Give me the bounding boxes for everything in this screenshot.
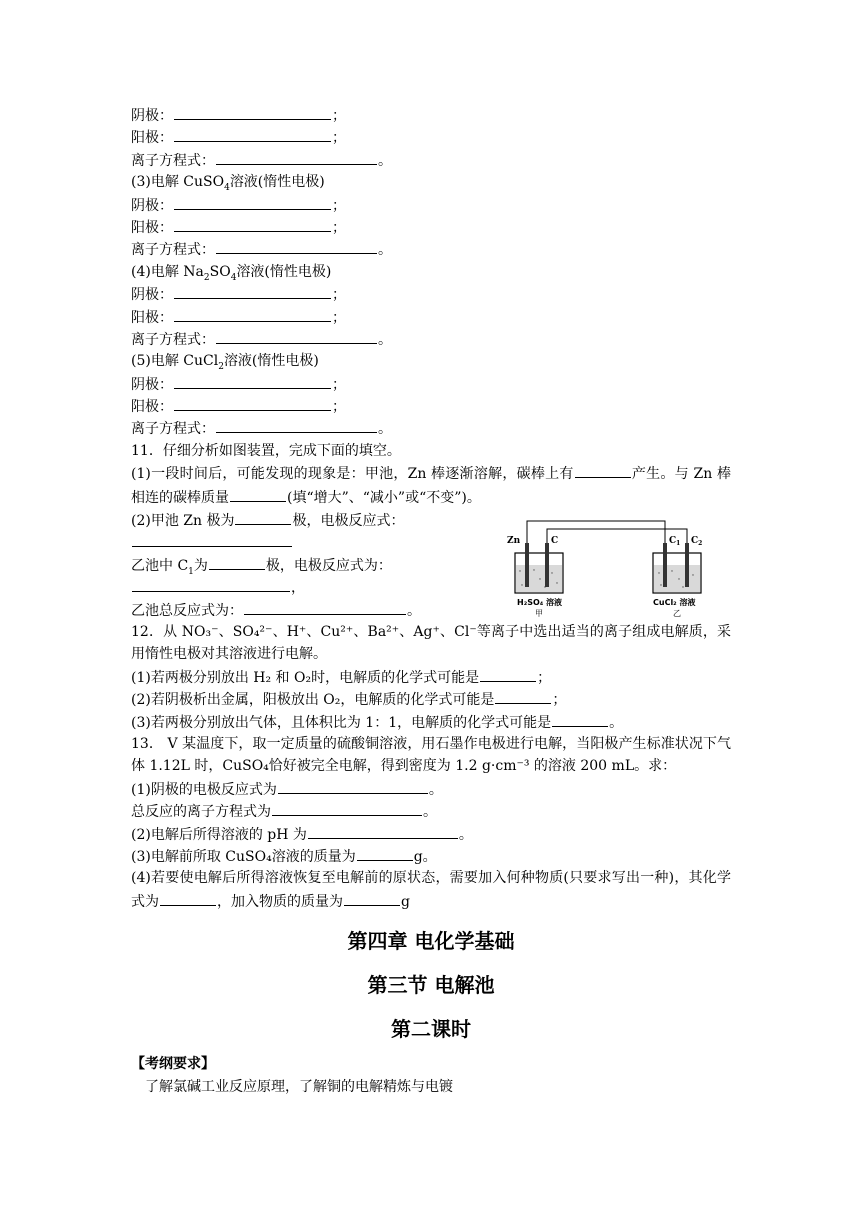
answer-blank[interactable] (272, 800, 422, 816)
cathode-label: 阴极： (131, 376, 173, 393)
c1-label: $C_1$ (669, 536, 681, 548)
text: 产生。与 Zn 棒相连的碳棒质量 (131, 466, 731, 506)
punct: ； (332, 287, 346, 304)
q11-part3-blank (131, 576, 491, 598)
q11-figure-block (131, 509, 731, 621)
answer-blank[interactable] (216, 149, 377, 165)
q3-ionic (131, 238, 731, 260)
q13-part4 (131, 867, 731, 913)
punct: ， (291, 580, 305, 597)
answer-blank[interactable] (552, 711, 608, 727)
text: 总反应的离子方程式为 (131, 804, 271, 821)
text: (2)电解后所得溶液的 pH 为 (131, 826, 307, 843)
formula-part: SO (209, 263, 231, 280)
punct: 。 (428, 781, 443, 798)
subscript: 2 (203, 272, 210, 283)
q4-title-rest: 溶液(惰性电极) (236, 263, 332, 280)
left-solution-label: H₂SO₄ 溶液 (517, 598, 563, 608)
lesson-heading: 第二课时 (391, 1017, 471, 1042)
text: (3)电解前所取 CuSO₄溶液的质量为 (131, 848, 356, 865)
subscript: 4 (230, 272, 237, 283)
answer-blank[interactable] (174, 283, 331, 299)
punct: ； (537, 669, 552, 686)
answer-blank[interactable] (216, 417, 377, 433)
subscript: 2 (218, 362, 224, 373)
answer-blank[interactable] (174, 373, 331, 389)
q11-part1 (131, 462, 731, 509)
anode-label: 阳极： (131, 130, 173, 147)
syllabus-text: 了解氯碱工业反应原理，了解铜的电解精炼与电镀 (145, 1078, 453, 1095)
q5-ionic (131, 417, 731, 439)
ionic-equation-line (131, 149, 731, 171)
q12-part2 (131, 688, 731, 710)
text: 乙池中 C (131, 557, 189, 574)
q5-title (131, 350, 731, 372)
subscript: 1 (188, 566, 194, 577)
punct: 。 (378, 242, 392, 259)
q11-intro: 11．仔细分析如图装置，完成下面的填空。 (131, 442, 401, 459)
q5-cathode (131, 373, 731, 395)
right-cell-name: 乙 (673, 609, 681, 619)
q13-part1-total (131, 800, 731, 822)
carbon-rod (545, 543, 549, 587)
text: (4)若要使电解后所得溶液恢复至电解前的原状态，需要加入何种物质(只要求写出一种)，其化学式为 (131, 870, 731, 910)
cathode-label: 阴极： (131, 197, 173, 214)
answer-blank[interactable] (174, 306, 331, 322)
anode-label: 阳极： (131, 309, 173, 326)
q4-ionic (131, 328, 731, 350)
text: ，加入物质的质量为 (217, 893, 343, 910)
zn-label: Zn (507, 536, 521, 547)
ionic-label: 离子方程式： (131, 152, 215, 169)
punct: ； (332, 197, 346, 214)
subscript: 4 (224, 182, 230, 193)
text: (3)若两极分别放出气体，且体积比为 1：1，电解质的化学式可能是 (131, 714, 552, 731)
text: (填“增大”、“减小”或“不变”)。 (287, 489, 481, 506)
cathode-line (131, 104, 731, 126)
q13-part3 (131, 845, 731, 867)
section-heading: 第三节 电解池 (367, 973, 495, 998)
answer-blank[interactable] (132, 531, 292, 547)
punct: ； (552, 692, 567, 709)
answer-blank[interactable] (160, 890, 216, 906)
punct: ； (332, 130, 346, 147)
syllabus-label: 【考纲要求】 (131, 1056, 215, 1073)
q3-title-text: (3)电解 CuSO (131, 174, 225, 191)
answer-blank[interactable] (575, 462, 631, 478)
ionic-label: 离子方程式： (131, 242, 215, 259)
text: (1)阴极的电极反应式为 (131, 781, 277, 798)
answer-blank[interactable] (209, 554, 265, 570)
answer-blank[interactable] (174, 194, 331, 210)
answer-blank[interactable] (174, 216, 331, 232)
punct: 。 (407, 602, 421, 619)
c2-label: $C_2$ (691, 536, 703, 548)
answer-blank[interactable] (174, 126, 331, 142)
answer-blank[interactable] (174, 395, 331, 411)
answer-blank[interactable] (174, 104, 331, 120)
punct: ； (332, 399, 346, 416)
text: (1)若两极分别放出 H₂ 和 O₂时，电解质的化学式可能是 (131, 669, 480, 686)
q3-cathode (131, 194, 731, 216)
text: (1)一段时间后，可能发现的现象是：甲池，Zn 棒逐渐溶解，碳棒上有 (131, 466, 574, 483)
q11-part4 (131, 599, 491, 621)
q13-part1 (131, 778, 731, 800)
answer-blank[interactable] (495, 688, 551, 704)
text: 极，电极反应式： (292, 513, 405, 530)
q5-anode (131, 395, 731, 417)
ionic-label: 离子方程式： (131, 331, 215, 348)
q3-title-rest: 溶液(惰性电极) (229, 174, 325, 191)
punct: 。 (378, 331, 392, 348)
q3-anode (131, 216, 731, 238)
punct: ； (332, 219, 346, 236)
cathode-label: 阴极： (131, 108, 173, 124)
right-solution-label: CuCl₂ 溶液 (653, 598, 696, 608)
punct: 。 (423, 804, 437, 821)
electrolysis-apparatus-diagram (507, 513, 733, 619)
punct: 。 (609, 714, 624, 731)
answer-blank[interactable] (132, 576, 290, 592)
text: (2)甲池 Zn 极为 (131, 513, 235, 530)
anode-label: 阳极： (131, 219, 173, 236)
c2-rod (685, 543, 689, 587)
answer-blank[interactable] (480, 666, 536, 682)
q11-part3 (131, 554, 491, 576)
punct: g。 (413, 848, 437, 865)
punct: ； (332, 108, 346, 124)
answer-blank[interactable] (278, 778, 428, 794)
answer-blank[interactable] (235, 509, 291, 525)
chapter-heading: 第四章 电化学基础 (347, 929, 515, 954)
c1-rod (663, 543, 667, 587)
q4-cathode (131, 283, 731, 305)
q11-part2 (131, 509, 491, 531)
answer-blank[interactable] (344, 890, 400, 906)
text: 极，电极反应式为： (265, 557, 392, 574)
punct: 。 (378, 421, 392, 438)
q3-title (131, 171, 731, 193)
q13-part2 (131, 823, 731, 845)
zn-rod (525, 543, 529, 587)
anode-line (131, 126, 731, 148)
q11-part2-blank (131, 531, 491, 553)
answer-blank[interactable] (216, 328, 377, 344)
worksheet-content (131, 104, 731, 1098)
punct: 。 (458, 826, 473, 843)
q5-title-rest: 溶液(惰性电极) (223, 353, 319, 370)
q12-intro: 12．从 NO₃⁻、SO₄²⁻、H⁺、Cu²⁺、Ba²⁺、Ag⁺、Cl⁻等离子中选出适当的离子组成电解质，采用惰性电极对其溶液进行电解。 (131, 624, 731, 663)
punct: ； (332, 376, 346, 393)
punct: 。 (378, 152, 392, 169)
q12-part1 (131, 666, 731, 688)
answer-blank[interactable] (308, 823, 458, 839)
answer-blank[interactable] (357, 845, 413, 861)
q5-title-text: (5)电解 CuCl (131, 353, 219, 370)
text: 为 (193, 557, 208, 574)
text: g (401, 893, 410, 910)
q13-intro: 13． V 某温度下，取一定质量的硫酸铜溶液，用石墨作电极进行电解，当阳极产生标准状况下气体 1.12L 时，CuSO₄恰好被完全电解，得到密度为 1.2 g·cm⁻³ 的溶液 200 mL。求： (131, 736, 731, 775)
answer-blank[interactable] (244, 599, 406, 615)
anode-label: 阳极： (131, 399, 173, 416)
answer-blank[interactable] (216, 238, 377, 254)
q11-left-text (131, 509, 491, 621)
q4-title (131, 261, 731, 283)
text: (2)若阴极析出金属，阳极放出 O₂，电解质的化学式可能是 (131, 692, 495, 709)
left-cell-name: 甲 (535, 609, 543, 619)
answer-blank[interactable] (230, 486, 286, 502)
punct: ； (332, 309, 346, 326)
text: 乙池总反应式为： (131, 602, 243, 619)
cathode-label: 阴极： (131, 287, 173, 304)
q4-anode (131, 306, 731, 328)
q12-part3 (131, 711, 731, 733)
q4-title-text: (4)电解 Na (131, 263, 204, 280)
ionic-label: 离子方程式： (131, 421, 215, 438)
c-label: C (551, 536, 559, 547)
